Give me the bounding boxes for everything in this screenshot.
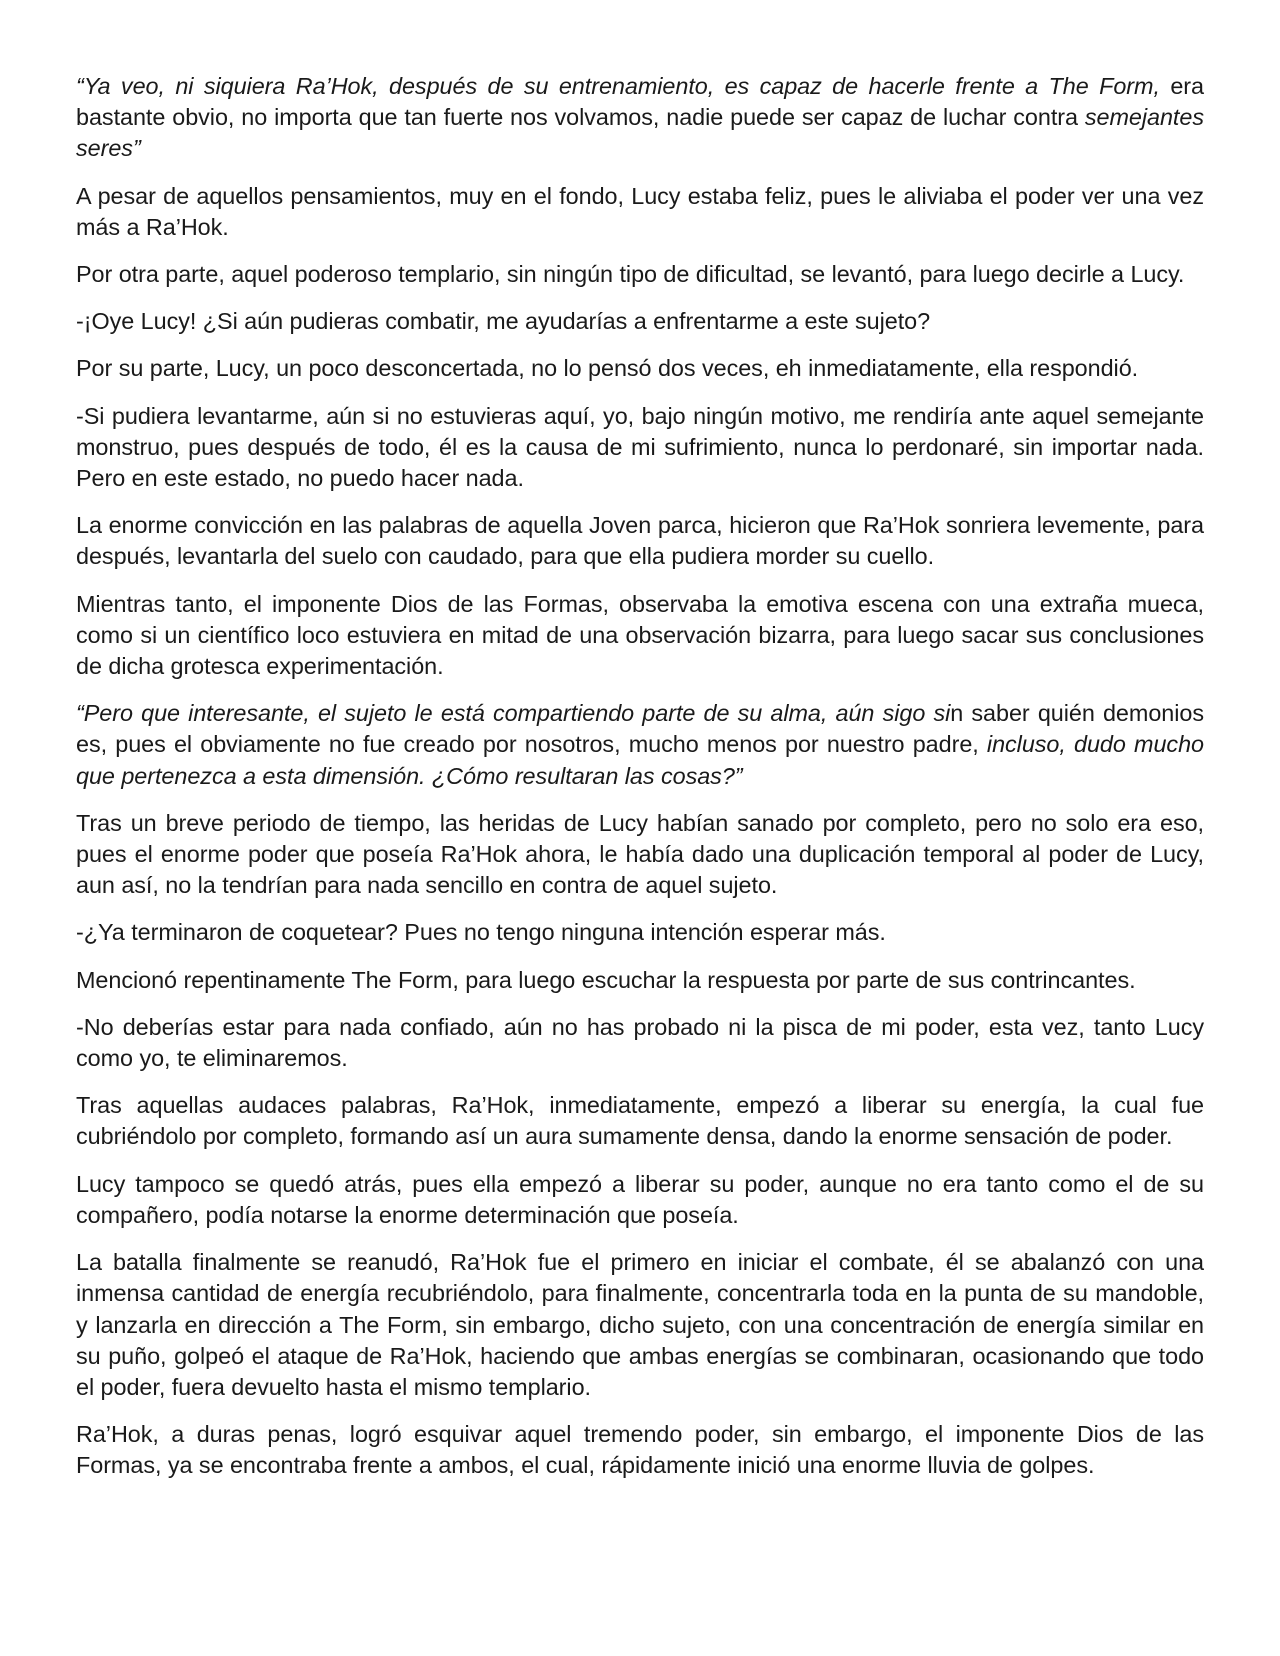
text-segment: Mientras tanto, el imponente Dios de las Formas, observaba la emotiva escena con una extraña mueca, como si un científico loco estuviera en mitad de una observación bizarra, para luego sacar sus conclusiones de dicha grotesca experimentación.	[76, 590, 1204, 680]
paragraph	[76, 698, 1204, 792]
text-segment: A pesar de aquellos pensamientos, muy en el fondo, Lucy estaba feliz, pues le aliviaba el poder ver una vez más a Ra’Hok.	[76, 182, 1204, 240]
paragraph	[76, 965, 1204, 996]
text-segment: La batalla finalmente se reanudó, Ra’Hok fue el primero en iniciar el combate, él se abalanzó con una inmensa cantidad de energía recubriéndolo, para finalmente, concentrarla toda en la punta de su mandoble, y lanzarla en dirección a The Form, sin embargo, dicho sujeto, con una concentración de energía similar en su puño, golpeó el ataque de Ra’Hok, haciendo que ambas energías se combinaran, ocasionando que todo el poder, fuera devuelto hasta el mismo templario.	[76, 1249, 1204, 1400]
paragraph	[76, 306, 1204, 337]
paragraph	[76, 1090, 1204, 1152]
italic-text-segment: “Ya veo, ni siquiera Ra’Hok, después de su entrenamiento, es capaz de hacerle frente a The Form,	[76, 73, 1160, 99]
text-segment: -Si pudiera levantarme, aún si no estuvieras aquí, yo, bajo ningún motivo, me rendiría ante aquel semejante monstruo, pues después de todo, él es la causa de mi sufrimiento, nunca lo perdonaré, sin importar nada. Pero en este estado, no puedo hacer nada.	[76, 402, 1204, 492]
text-segment: n saber quién demonios es, pues el obviamente no fue creado por nosotros, mucho menos por nuestro padre,	[76, 700, 1204, 758]
paragraph	[76, 181, 1204, 243]
italic-text-segment: incluso, dudo mucho que pertenezca a esta dimensión. ¿Cómo resultaran las cosas?”	[76, 731, 1204, 789]
paragraph	[76, 71, 1204, 165]
paragraph	[76, 808, 1204, 902]
paragraph	[76, 510, 1204, 572]
text-segment: Tras un breve periodo de tiempo, las heridas de Lucy habían sanado por completo, pero no solo era eso, pues el enorme poder que poseía Ra’Hok ahora, le había dado una duplicación temporal al poder de Lucy, aun así, no la tendrían para nada sencillo en contra de aquel sujeto.	[76, 809, 1204, 899]
paragraph	[76, 1169, 1204, 1231]
paragraph	[76, 259, 1204, 290]
text-segment: Por su parte, Lucy, un poco desconcertada, no lo pensó dos veces, eh inmediatamente, ella respondió.	[76, 355, 1139, 382]
text-segment: -¿Ya terminaron de coquetear? Pues no tengo ninguna intención esperar más.	[76, 919, 886, 946]
text-segment: Lucy tampoco se quedó atrás, pues ella empezó a liberar su poder, aunque no era tanto como el de su compañero, podía notarse la enorme determinación que poseía.	[76, 1170, 1204, 1228]
paragraph	[76, 353, 1204, 384]
paragraph	[76, 917, 1204, 948]
text-segment: Ra’Hok, a duras penas, logró esquivar aquel tremendo poder, sin embargo, el imponente Dios de las Formas, ya se encontraba frente a ambos, el cual, rápidamente inició una enorme lluvia de golpes.	[76, 1421, 1204, 1479]
paragraph	[76, 401, 1204, 495]
text-segment: era bastante obvio, no importa que tan fuerte nos volvamos, nadie puede ser capaz de luchar contra	[76, 73, 1205, 131]
text-segment: Tras aquellas audaces palabras, Ra’Hok, inmediatamente, empezó a liberar su energía, la cual fue cubriéndolo por completo, formando así un aura sumamente densa, dando la enorme sensación de poder.	[76, 1092, 1204, 1150]
document-body	[76, 71, 1204, 1482]
italic-text-segment: semejantes seres”	[76, 104, 1204, 162]
paragraph	[76, 1419, 1204, 1481]
italic-text-segment: “Pero que interesante, el sujeto le está compartiendo parte de su alma, aún sigo si	[76, 700, 951, 727]
text-segment: -No deberías estar para nada confiado, aún no has probado ni la pisca de mi poder, esta vez, tanto Lucy como yo, te eliminaremos.	[76, 1013, 1204, 1072]
text-segment: Por otra parte, aquel poderoso templario, sin ningún tipo de dificultad, se levantó, para luego decirle a Lucy.	[76, 261, 1185, 288]
text-segment: La enorme convicción en las palabras de aquella Joven parca, hicieron que Ra’Hok sonriera levemente, para después, levantarla del suelo con caudado, para que ella pudiera morder su cuello.	[76, 512, 1204, 570]
paragraph	[76, 589, 1204, 683]
paragraph	[76, 1012, 1204, 1074]
text-segment: -¡Oye Lucy! ¿Si aún pudieras combatir, me ayudarías a enfrentarme a este sujeto?	[76, 308, 931, 335]
text-segment: Mencionó repentinamente The Form, para luego escuchar la respuesta por parte de sus contrincantes.	[76, 966, 1136, 993]
paragraph	[76, 1247, 1204, 1403]
